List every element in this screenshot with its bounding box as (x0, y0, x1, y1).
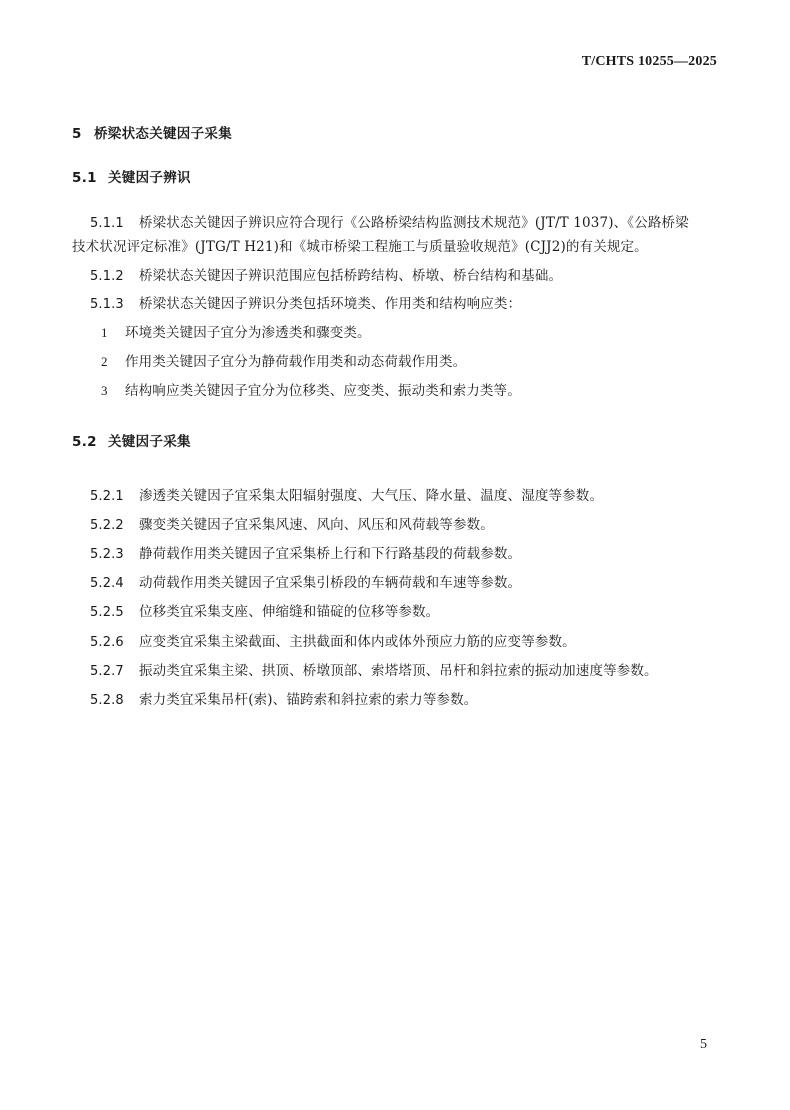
clause-number: 5.2.4 (90, 576, 124, 591)
section-title: 桥梁状态关键因子采集 (94, 126, 232, 142)
clause-text: 动荷载作用类关键因子宜采集引桥段的车辆荷载和车速等参数。 (139, 575, 522, 591)
clause-5-2-7 (90, 659, 658, 679)
clause-number: 5.2.8 (90, 693, 124, 708)
section-number: 5 (72, 126, 82, 142)
clause-number: 5.1.1 (90, 216, 124, 231)
clause-number: 5.1.2 (90, 269, 124, 284)
clause-number: 5.2.7 (90, 664, 124, 679)
list-item-number: 1 (101, 325, 108, 340)
clause-text: 桥梁状态关键因子辨识分类包括环境类、作用类和结构响应类： (139, 296, 522, 312)
clause-number: 5.2.5 (90, 605, 124, 620)
clause-text: 索力类宜采集吊杆(索)、锚跨索和斜拉索的索力等参数。 (139, 692, 478, 708)
clause-5-2-2 (90, 513, 494, 533)
section-5-heading (72, 122, 232, 142)
clause-text: 静荷载作用类关键因子宜采集桥上行和下行路基段的荷载参数。 (139, 546, 522, 562)
clause-text: 骤变类关键因子宜采集风速、风向、风压和风荷载等参数。 (139, 517, 494, 533)
clause-number: 5.2.6 (90, 635, 124, 650)
clause-5-1-2 (90, 264, 562, 284)
clause-5-2-5 (90, 600, 439, 620)
clause-text: 应变类宜采集主梁截面、主拱截面和体内或体外预应力筋的应变等参数。 (139, 634, 576, 650)
clause-5-2-3 (90, 542, 521, 562)
section-number: 5.2 (72, 434, 97, 450)
clause-text: 渗透类关键因子宜采集太阳辐射强度、大气压、降水量、温度、湿度等参数。 (139, 488, 604, 504)
section-5-1-heading (72, 166, 191, 186)
clause-text: 振动类宜采集主梁、拱顶、桥墩顶部、索塔塔顶、吊杆和斜拉索的振动加速度等参数。 (139, 663, 658, 679)
clause-5-1-1-continuation: 技术状况评定标准》(JTG/T H21)和《城市桥梁工程施工与质量验收规范》(CJJ2)的有关规定。 (72, 239, 648, 255)
clause-5-1-1 (90, 211, 689, 231)
list-item-text: 环境类关键因子宜分为渗透类和骤变类。 (125, 325, 371, 341)
list-item (101, 321, 371, 341)
clause-5-2-6 (90, 630, 576, 650)
clause-number: 5.2.2 (90, 518, 124, 533)
section-title: 关键因子辨识 (108, 170, 191, 186)
list-item-text: 作用类关键因子宜分为静荷载作用类和动态荷载作用类。 (125, 354, 467, 370)
clause-number: 5.2.3 (90, 547, 124, 562)
list-item-number: 2 (101, 354, 108, 369)
clause-5-1-3 (90, 292, 521, 312)
list-item (101, 350, 466, 370)
section-title: 关键因子采集 (108, 434, 191, 450)
section-5-2-heading (72, 430, 191, 450)
clause-number: 5.2.1 (90, 489, 124, 504)
standard-code: T/CHTS 10255—2025 (581, 54, 717, 69)
list-item (101, 379, 521, 399)
section-number: 5.1 (72, 170, 97, 186)
clause-number: 5.1.3 (90, 297, 124, 312)
clause-5-2-8 (90, 688, 477, 708)
clause-text-line-1: 桥梁状态关键因子辨识应符合现行《公路桥梁结构监测技术规范》(JT/T 1037)、《公路桥梁 (139, 215, 689, 231)
list-item-text: 结构响应类关键因子宜分为位移类、应变类、振动类和索力类等。 (125, 383, 521, 399)
clause-text: 桥梁状态关键因子辨识范围应包括桥跨结构、桥墩、桥台结构和基础。 (139, 268, 563, 284)
clause-5-2-1 (90, 484, 603, 504)
list-item-number: 3 (101, 383, 108, 398)
clause-text: 位移类宜采集支座、伸缩缝和锚碇的位移等参数。 (139, 604, 440, 620)
page-number: 5 (700, 1037, 707, 1052)
clause-5-2-4 (90, 571, 521, 591)
